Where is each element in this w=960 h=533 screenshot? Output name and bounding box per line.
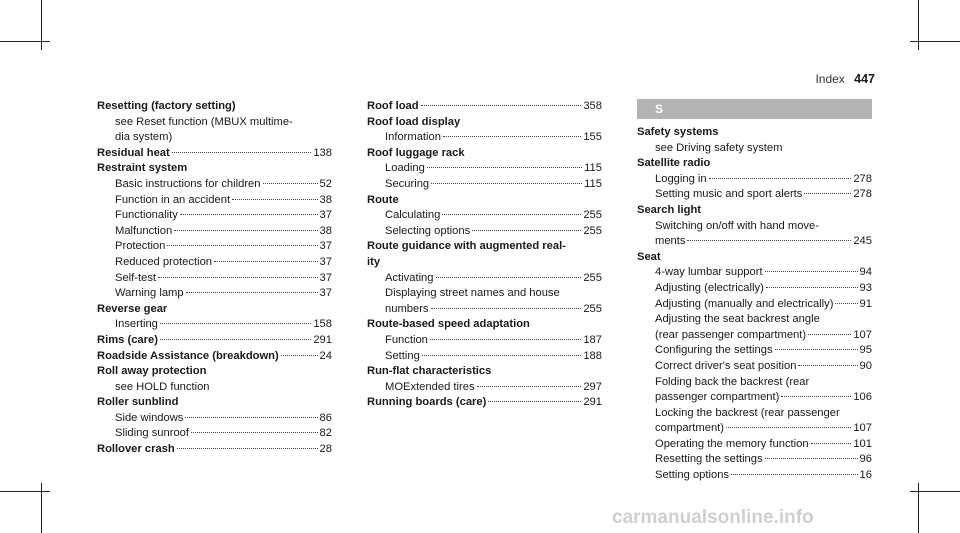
page-reference: 37 [319,255,332,268]
dot-leader [781,396,851,397]
page-reference: 255 [583,209,602,222]
index-subentry [367,286,602,302]
term-label: Route guidance with augmented real- [367,240,566,253]
dot-leader [167,245,317,246]
page-reference: 95 [859,344,872,357]
page-reference: 138 [313,146,332,159]
page-reference: 86 [319,411,332,424]
index-entry [367,255,602,317]
index-entry [367,239,602,255]
term-label: Search light [637,203,702,216]
page-reference: 82 [319,427,332,440]
index-subentry [637,421,872,437]
term-label: Rollover crash [97,443,175,456]
watermark: carmanualsonline.info [612,507,814,528]
index-term [367,115,602,131]
page-reference: 38 [319,224,332,237]
term-label: Restraint system [97,162,188,175]
dot-leader [709,178,852,179]
index-term [97,395,332,411]
index-term [637,156,872,172]
page-number: 447 [854,72,875,86]
index-entry [637,125,872,156]
page-reference: 255 [583,271,602,284]
index-subentry [367,271,602,287]
term-label: Route [367,193,399,206]
index-subentry [97,255,332,271]
subentry-label: Adjusting (manually and electrically) [655,297,834,310]
subentry-label: Calculating [385,209,441,222]
term-label: Roadside Assistance (breakdown) [97,349,279,362]
subentry-label: Locking the backrest (rear passenger [655,406,840,419]
page-reference: 291 [313,333,332,346]
subentry-label: Folding back the backrest (rear [655,375,810,388]
index-subentry [637,219,872,235]
term-label: Roof luggage rack [367,146,465,159]
index-term [367,193,602,209]
dot-leader [232,199,317,200]
index-entry [97,349,332,365]
index-entry [367,317,602,364]
index-subentry [637,452,872,468]
dot-leader [427,167,582,168]
index-subentry [367,349,602,365]
index-subentry [367,130,602,146]
term-label: Roller sunblind [97,396,179,409]
subentry-label: passenger compartment) [655,391,780,404]
term-label: Safety systems [637,126,719,138]
dot-leader [731,474,858,475]
subentry-label: Malfunction [115,224,173,237]
index-subentry [97,286,332,302]
dot-leader [477,386,582,387]
term-label: Roof load display [367,115,461,128]
page-reference: 255 [583,224,602,237]
index-subentry [97,426,332,442]
section-letter-header: S [637,99,872,119]
subentry-label: Switching on/off with hand move- [655,219,819,232]
index-entry [97,161,332,301]
dot-leader [214,261,318,262]
dot-leader [431,308,582,309]
index-subentry [367,161,602,177]
page-reference: 37 [319,209,332,222]
index-term [637,203,872,219]
dot-leader [160,323,311,324]
index-subentry [367,224,602,240]
page-reference: 107 [853,422,872,435]
crop-mark [41,0,42,50]
page-reference: 297 [583,380,602,393]
dot-leader [158,277,318,278]
dot-leader [422,355,581,356]
index-subentry [637,187,872,203]
page-reference: 93 [859,281,872,294]
page-reference: 278 [853,188,872,201]
index-column-1 [97,99,332,458]
subentry-label: Securing [385,177,430,190]
dot-leader [775,349,858,350]
term-label: Roof load [367,100,419,112]
index-subentry [637,375,872,391]
index-term [367,99,602,115]
subentry-label: Warning lamp [115,287,184,300]
index-column-2 [367,99,602,411]
dot-leader [177,448,318,449]
dot-leader [488,401,581,402]
subentry-label: Inserting [115,318,158,331]
subentry-label: Configuring the settings [655,344,773,357]
subentry-label: see Reset function (MBUX multime- [115,115,293,128]
subentry-label: see HOLD function [115,380,210,393]
dot-leader [804,193,851,194]
subentry-label: Function [385,333,428,346]
index-subentry [97,317,332,333]
term-label: Running boards (care) [367,396,487,409]
term-label: ity [367,255,381,268]
index-entry [637,203,872,250]
index-subentry [637,390,872,406]
index-entry [367,193,602,240]
index-subentry [97,177,332,193]
term-label: Run-flat characteristics [367,365,492,378]
index-subentry [637,359,872,375]
dot-leader [808,334,851,335]
index-subentry [97,224,332,240]
dot-leader [263,183,318,184]
index-term [97,442,332,458]
dot-leader [186,292,318,293]
dot-leader [430,339,581,340]
index-subentry [97,115,332,131]
index-term [97,302,332,318]
page-reference: 107 [853,328,872,341]
dot-leader [421,105,582,106]
index-subentry [367,333,602,349]
subentry-label: Operating the memory function [655,437,809,450]
index-entry [97,99,332,146]
index-subentry [637,265,872,281]
subentry-label: Selecting options [385,224,471,237]
index-subentry [637,141,872,157]
index-subentry [637,172,872,188]
index-subentry [637,468,872,484]
dot-leader [726,427,851,428]
dot-leader [431,183,582,184]
index-subentry [637,437,872,453]
term-label: Seat [637,250,661,263]
index-term [97,161,332,177]
subentry-label: Loading [385,162,425,175]
index-entry [367,395,602,411]
term-label: Reverse gear [97,302,168,315]
index-term [367,395,602,411]
dot-leader [185,417,317,418]
index-entry [97,146,332,162]
dot-leader [180,214,318,215]
index-entry [97,395,332,442]
page-reference: 91 [859,297,872,310]
dot-leader [174,230,317,231]
crop-mark [0,41,50,42]
page-reference: 16 [859,469,872,482]
index-subentry [367,177,602,193]
index-entry [97,302,332,333]
index-subentry [637,343,872,359]
index-term [97,99,332,115]
index-column-3 [637,99,872,484]
page-reference: 37 [319,287,332,300]
page-reference: 37 [319,240,332,253]
dot-leader [442,214,581,215]
index-subentry [637,234,872,250]
index-term [367,317,602,333]
page-reference: 291 [583,396,602,409]
index-subentry [97,271,332,287]
subentry-label: MOExtended tires [385,380,475,393]
index-subentry [637,297,872,313]
index-term [637,250,872,266]
subentry-label: Displaying street names and house [385,287,560,300]
dot-leader [765,271,858,272]
index-subentry [97,208,332,224]
dot-leader [765,458,858,459]
subentry-label: numbers [385,302,429,315]
subentry-label: Adjusting (electrically) [655,281,764,294]
index-term [97,333,332,349]
subentry-label: dia system) [115,131,173,144]
subentry-label: see Driving safety system [655,141,783,154]
subentry-label: 4-way lumbar support [655,266,763,279]
index-subentry [97,411,332,427]
index-subentry [367,302,602,318]
term-label: Resetting (factory setting) [97,100,236,112]
page-reference: 115 [584,177,602,190]
subentry-label: Protection [115,240,166,253]
page-reference: 278 [853,172,872,185]
header-label: Index [815,72,845,86]
dot-leader [766,287,858,288]
subentry-label: Side windows [115,411,184,424]
index-term [367,255,602,271]
term-label: Residual heat [97,146,170,159]
index-entry [97,442,332,458]
dot-leader [281,355,318,356]
index-entry [367,146,602,193]
subentry-label: Information [385,131,441,144]
index-subentry [637,312,872,328]
dot-leader [472,230,581,231]
subentry-label: Basic instructions for children [115,177,261,190]
index-subentry [637,328,872,344]
index-entry [637,156,872,203]
subentry-label: Activating [385,271,434,284]
subentry-label: Resetting the settings [655,453,763,466]
subentry-label: Self-test [115,271,157,284]
index-subentry [367,208,602,224]
page-reference: 37 [319,271,332,284]
index-term [97,349,332,365]
dot-leader [687,240,851,241]
dot-leader [443,136,581,137]
subentry-label: Setting options [655,469,730,482]
subentry-label: ments [655,235,686,248]
index-entry [367,364,602,395]
index-entry [367,115,602,146]
index-term [367,146,602,162]
subentry-label: Logging in [655,172,707,185]
page-reference: 158 [313,318,332,331]
page-reference: 106 [853,391,872,404]
index-entry [637,250,872,484]
page-reference: 90 [859,359,872,372]
page-reference: 245 [853,235,872,248]
page-reference: 255 [583,302,602,315]
page-reference: 28 [319,443,332,456]
page-reference: 101 [853,437,872,450]
page-reference: 24 [319,349,332,362]
page-reference: 94 [859,266,872,279]
index-term [637,125,872,141]
index-subentry [637,281,872,297]
page-reference: 155 [583,131,602,144]
subentry-label: Function in an accident [115,193,231,206]
index-term [367,239,602,255]
page-reference: 358 [583,100,602,112]
crop-mark [0,491,50,492]
dot-leader [811,443,852,444]
index-term [97,146,332,162]
crop-mark [918,0,919,50]
term-label: Satellite radio [637,157,711,170]
dot-leader [172,152,312,153]
dot-leader [191,432,318,433]
page-reference: 52 [319,177,332,190]
index-subentry [97,130,332,146]
page-reference: 38 [319,193,332,206]
dot-leader [798,365,857,366]
index-subentry [367,380,602,396]
subentry-label: Correct driver's seat position [655,359,797,372]
subentry-label: Reduced protection [115,255,213,268]
index-entry [97,333,332,349]
index-subentry [637,406,872,422]
term-label: Roll away protection [97,365,207,378]
subentry-label: Sliding sunroof [115,427,190,440]
subentry-label: Setting [385,349,420,362]
dot-leader [160,339,311,340]
index-entry [97,364,332,395]
page-reference: 188 [583,349,602,362]
dot-leader [835,303,857,304]
term-label: Rims (care) [97,333,158,346]
page-reference: 187 [583,333,602,346]
subentry-label: Setting music and sport alerts [655,188,803,201]
crop-mark [910,41,960,42]
index-entry [367,99,602,115]
subentry-label: (rear passenger compartment) [655,328,807,341]
index-subentry [97,193,332,209]
dot-leader [436,277,582,278]
page-reference: 115 [584,162,602,175]
page-reference: 96 [859,453,872,466]
index-subentry [97,380,332,396]
index-subentry [97,239,332,255]
term-label: Route-based speed adaptation [367,318,530,331]
subentry-label: Functionality [115,209,178,222]
index-term [367,364,602,380]
subentry-label: Adjusting the seat backrest angle [655,313,820,326]
page-header [815,72,875,86]
crop-mark [910,491,960,492]
index-term [97,364,332,380]
subentry-label: compartment) [655,422,725,435]
